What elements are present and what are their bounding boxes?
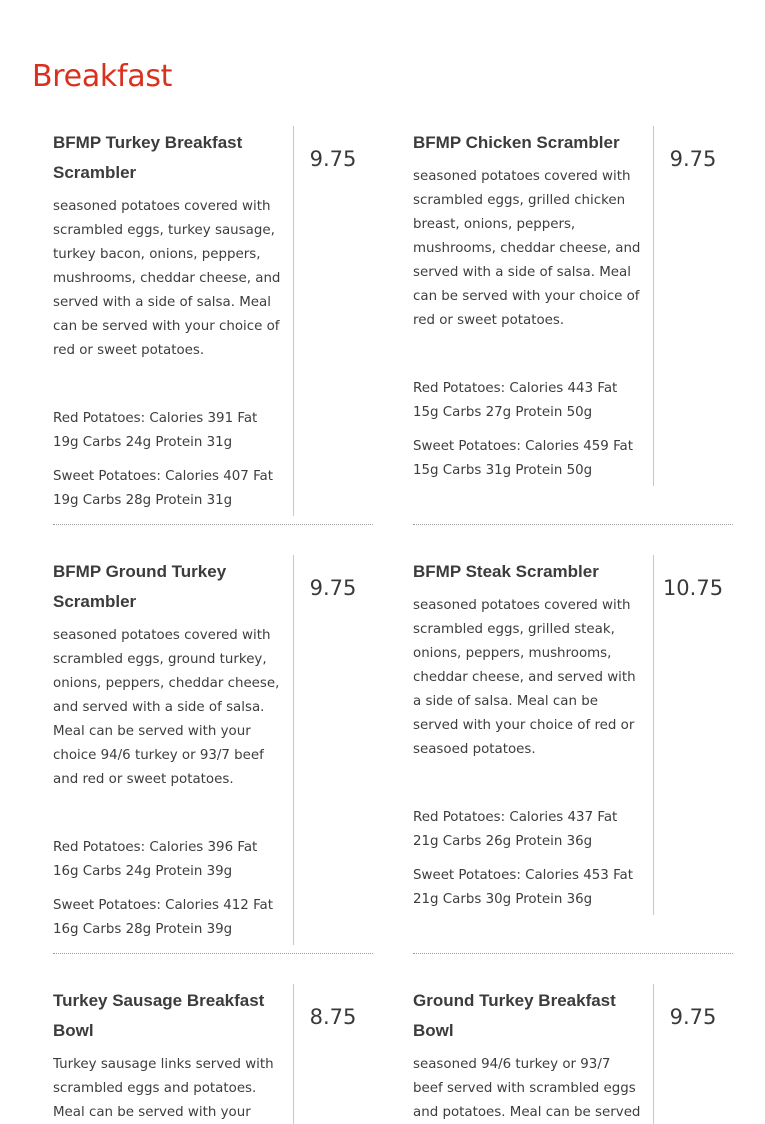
menu-item-price: 8.75	[309, 1005, 357, 1029]
item-divider	[413, 953, 733, 954]
menu-item-details	[413, 126, 654, 486]
nutrition-red-potatoes: Red Potatoes: Calories 391 Fat 19g Carbs 24g Protein 31g	[53, 411, 258, 450]
menu-item[interactable]	[53, 126, 373, 516]
item-divider	[413, 524, 733, 525]
menu-item-details	[413, 555, 654, 915]
menu-item[interactable]	[413, 126, 733, 486]
menu-item-details	[53, 984, 294, 1124]
menu-item-name: Turkey Sausage Breakfast Bowl	[53, 991, 265, 1040]
menu-item-description: Turkey sausage links served with scrambled eggs and potatoes. Meal can be served with your	[53, 1057, 274, 1120]
section-title: Breakfast	[32, 59, 173, 94]
menu-item-name: BFMP Turkey Breakfast Scrambler	[53, 133, 243, 182]
menu-item-description: seasoned potatoes covered with scrambled eggs, ground turkey, onions, peppers, cheddar cheese, and served with a side of salsa. Meal can be served with your choice 94/6 turkey or 93/7 beef and red or sweet potatoes.	[53, 628, 280, 787]
menu-item-price: 9.75	[669, 147, 717, 171]
menu-item[interactable]	[53, 984, 373, 1124]
item-divider	[53, 953, 373, 954]
menu-item-description: seasoned 94/6 turkey or 93/7 beef served with scrambled eggs and potatoes. Meal can be served	[413, 1057, 641, 1120]
menu-item-description: seasoned potatoes covered with scrambled eggs, turkey sausage, turkey bacon, onions, peppers, mushrooms, cheddar cheese, and served with a side of salsa. Meal can be served with your choice of red or sweet potatoes.	[53, 199, 281, 358]
menu-item-name: BFMP Ground Turkey Scrambler	[53, 562, 227, 611]
nutrition-red-potatoes: Red Potatoes: Calories 443 Fat 15g Carbs 27g Protein 50g	[413, 381, 618, 420]
menu-item-name: Ground Turkey Breakfast Bowl	[413, 991, 616, 1040]
menu-item-name: BFMP Chicken Scrambler	[413, 133, 620, 152]
menu-item-price: 9.75	[309, 576, 357, 600]
menu-item[interactable]	[53, 555, 373, 945]
menu-item-details	[53, 126, 294, 516]
menu-item-price: 9.75	[669, 1005, 717, 1029]
menu-item-description: seasoned potatoes covered with scrambled eggs, grilled steak, onions, peppers, mushrooms, cheddar cheese, and served with a side of salsa. Meal can be served with your choice of red or seasoed potatoes.	[413, 598, 636, 757]
menu-item[interactable]	[413, 984, 733, 1124]
menu-item[interactable]	[413, 555, 733, 915]
menu-item-price: 10.75	[662, 576, 724, 600]
menu-item-details	[53, 555, 294, 945]
menu-item-name: BFMP Steak Scrambler	[413, 562, 599, 581]
nutrition-sweet-potatoes: Sweet Potatoes: Calories 459 Fat 15g Carbs 31g Protein 50g	[413, 439, 634, 478]
nutrition-sweet-potatoes: Sweet Potatoes: Calories 453 Fat 21g Carbs 30g Protein 36g	[413, 868, 634, 907]
nutrition-sweet-potatoes: Sweet Potatoes: Calories 412 Fat 16g Carbs 28g Protein 39g	[53, 898, 274, 937]
nutrition-red-potatoes: Red Potatoes: Calories 396 Fat 16g Carbs 24g Protein 39g	[53, 840, 258, 879]
menu-item-details	[413, 984, 654, 1124]
menu-item-description: seasoned potatoes covered with scrambled eggs, grilled chicken breast, onions, peppers, mushrooms, cheddar cheese, and served with a side of salsa. Meal can be served with your choice of red or sweet potatoes.	[413, 169, 641, 328]
nutrition-red-potatoes: Red Potatoes: Calories 437 Fat 21g Carbs 26g Protein 36g	[413, 810, 618, 849]
item-divider	[53, 524, 373, 525]
menu-item-price: 9.75	[309, 147, 357, 171]
nutrition-sweet-potatoes: Sweet Potatoes: Calories 407 Fat 19g Carbs 28g Protein 31g	[53, 469, 274, 508]
